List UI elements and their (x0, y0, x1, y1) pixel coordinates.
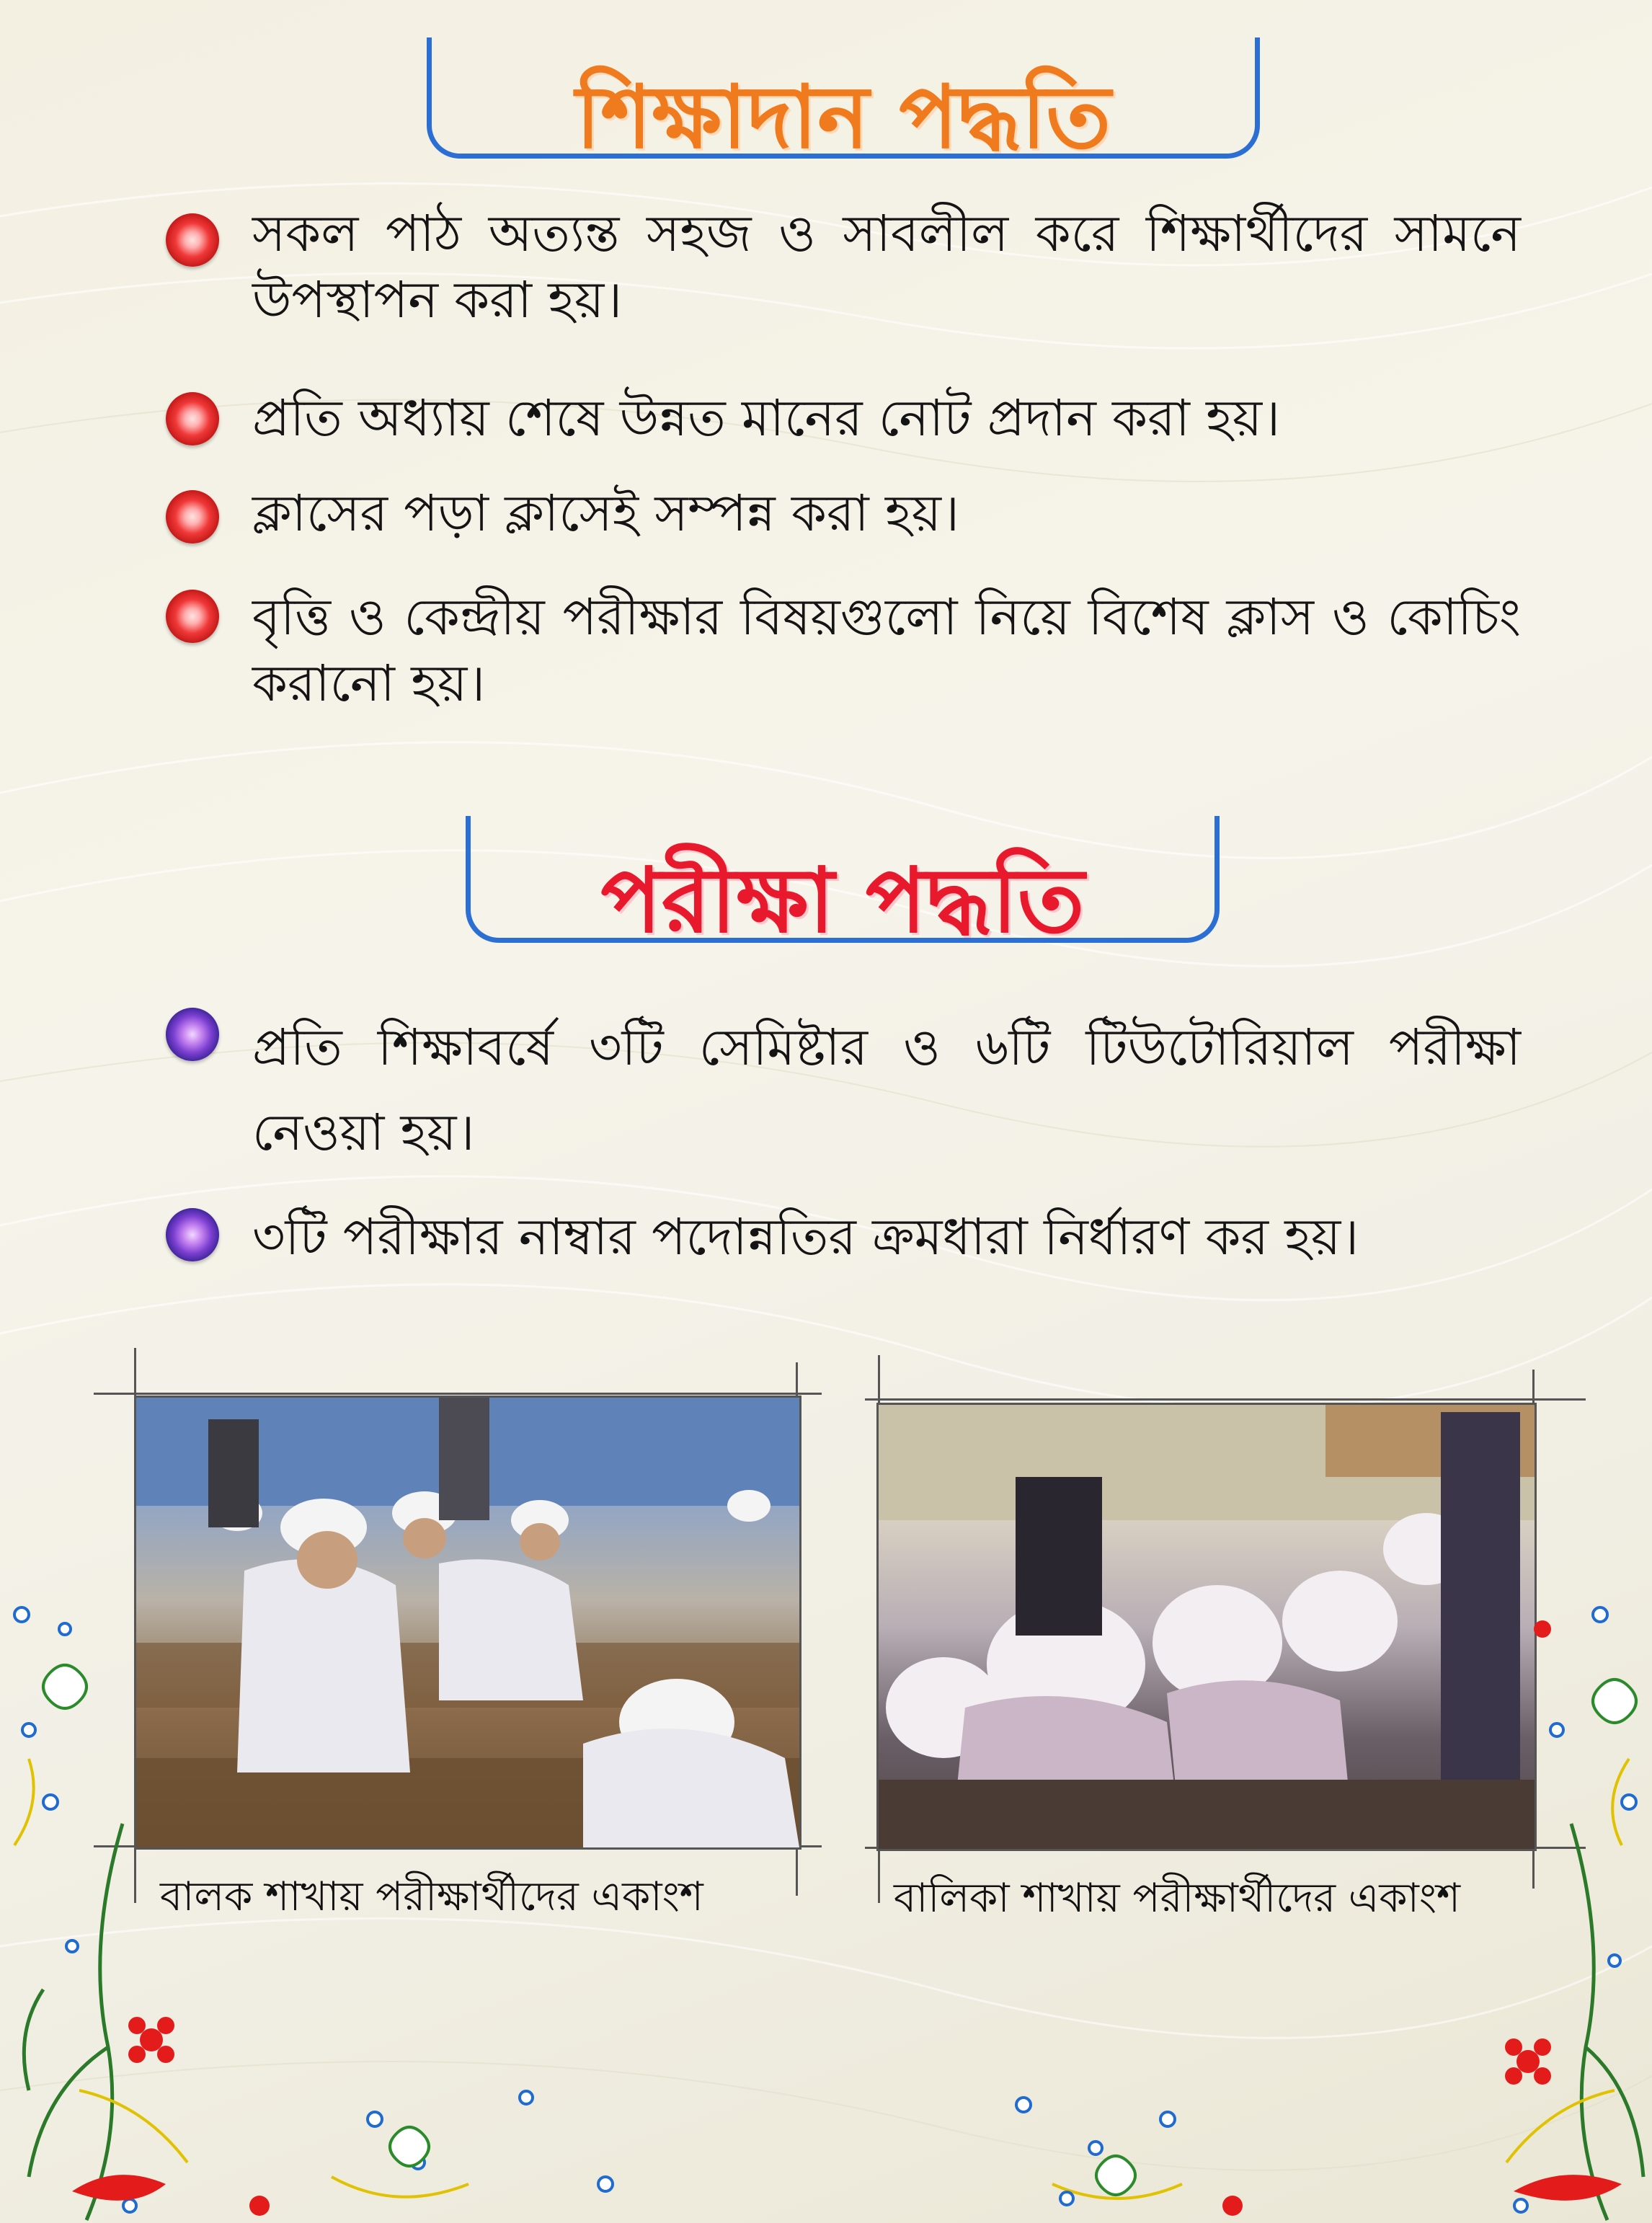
photo-boys-exam (134, 1396, 801, 1850)
teaching-item-2: প্রতি অধ্যায় শেষে উন্নত মানের নোট প্রদান করা হয়। (252, 389, 1281, 448)
list-item (159, 480, 1528, 552)
red-bullet-icon (166, 490, 219, 543)
crop-mark (94, 1393, 822, 1395)
list-item (159, 385, 1528, 457)
teaching-item-3: ক্লাসের পড়া ক্লাসেই সম্পন্ন করা হয়। (252, 484, 960, 543)
violet-bullet-icon (166, 1008, 219, 1061)
exam-item-1: প্রতি শিক্ষাবর্ষে ৩টি সেমিষ্টার ও ৬টি টিউটোরিয়াল পরীক্ষা নেওয়া হয়। (252, 1018, 1521, 1162)
list-item (159, 1208, 1528, 1280)
caption-boys-exam: বালক শাখায় পরীক্ষার্থীদের একাংশ (160, 1873, 703, 1920)
red-bullet-icon (166, 392, 219, 445)
heading-exam-method: পরীক্ষা পদ্ধতি (600, 849, 1085, 953)
heading-teaching-frame (427, 43, 1260, 168)
caption-girls-exam: বালিকা শাখায় পরীক্ষার্থীদের একাংশ (894, 1875, 1461, 1922)
heading-exam-frame (466, 822, 1220, 953)
floral-ornament-right (1427, 1586, 1652, 2223)
crop-mark (865, 1398, 1586, 1401)
red-bullet-icon (166, 590, 219, 643)
list-item (159, 200, 1528, 345)
list-item (159, 1008, 1528, 1181)
list-item (159, 584, 1528, 728)
red-bullet-icon (166, 213, 219, 267)
exam-item-2: ৩টি পরীক্ষার নাম্বার পদোন্নতির ক্রমধারা নির্ধারণ কর হয়। (252, 1207, 1359, 1266)
teaching-item-4: বৃত্তি ও কেন্দ্রীয় পরীক্ষার বিষয়গুলো নিয়ে বিশেষ ক্লাস ও কোচিং করানো হয়। (252, 587, 1521, 713)
violet-bullet-icon (166, 1208, 219, 1261)
heading-teaching-method: শিক্ষাদান পদ্ধতি (575, 68, 1111, 168)
floral-ornament-bottom (231, 2076, 1427, 2223)
floral-ornament-left (0, 1586, 231, 2223)
teaching-item-1: সকল পাঠ অত্যন্ত সহজ ও সাবলীল করে শিক্ষার্থীদের সামনে উপস্থাপন করা হয়। (252, 204, 1521, 329)
